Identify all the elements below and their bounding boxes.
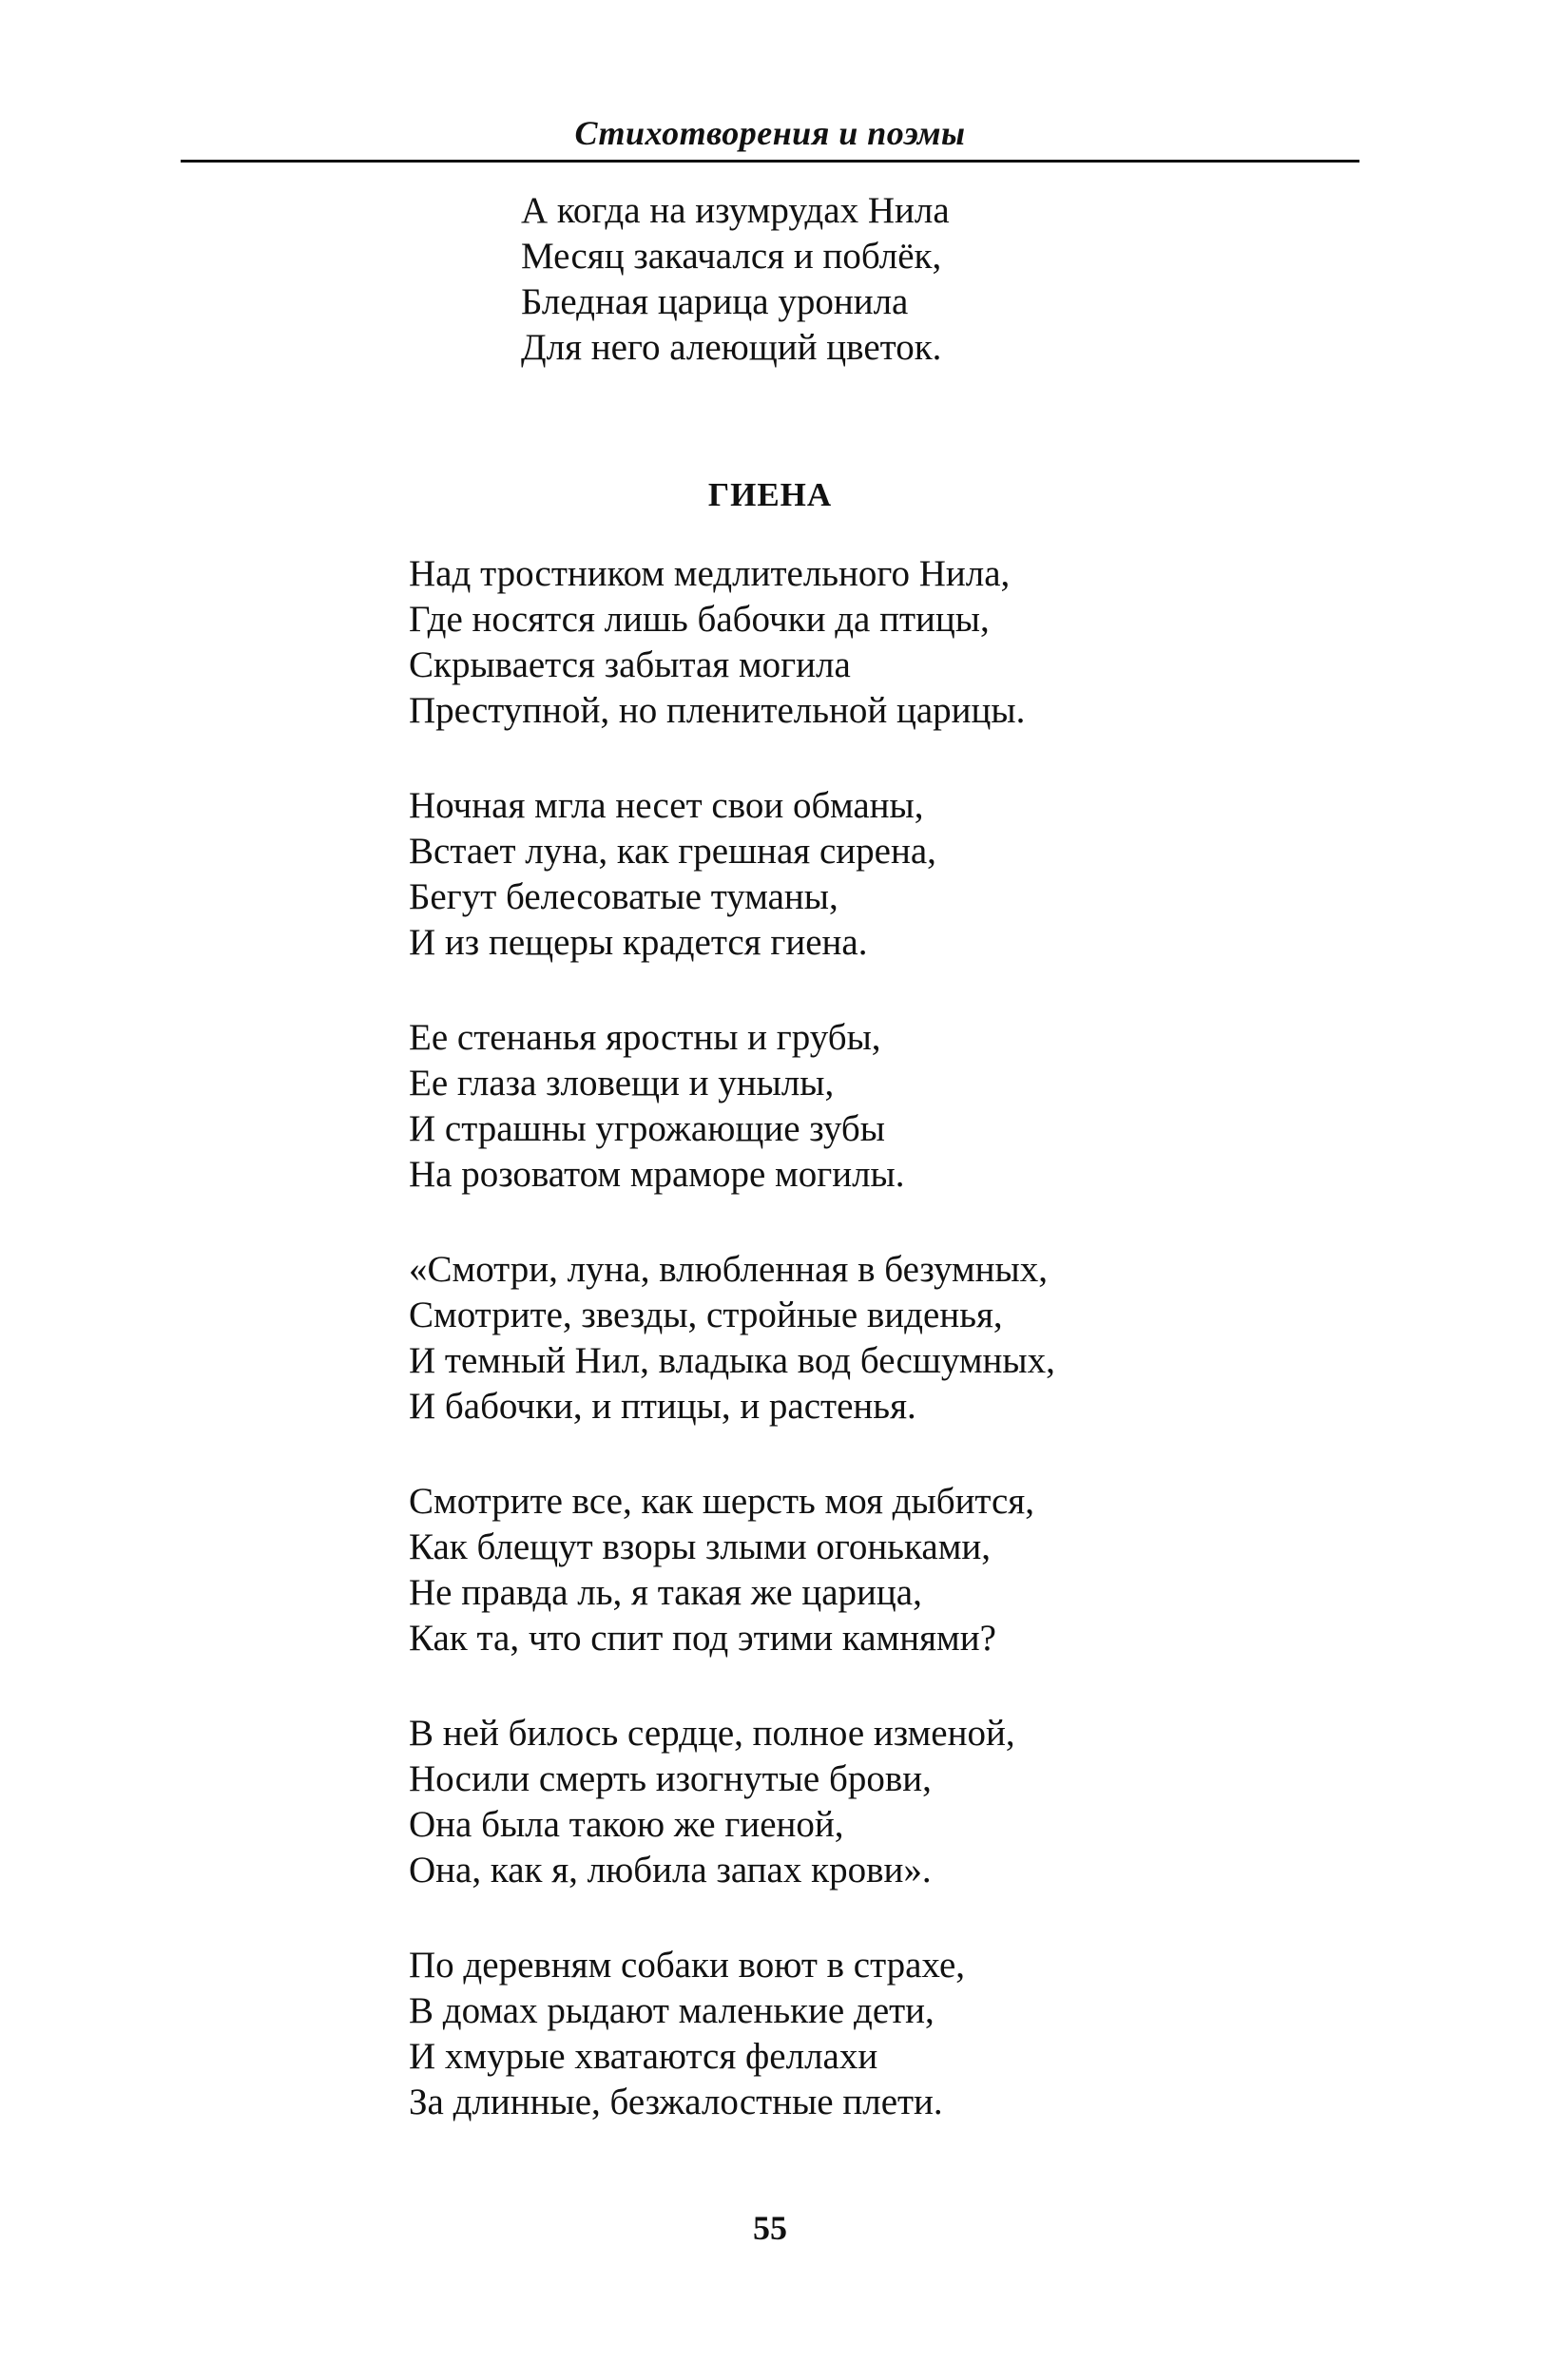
verse-line: И из пещеры крадется гиена. bbox=[409, 922, 868, 963]
poem-title: ГИЕНА bbox=[707, 476, 833, 513]
verse-line: Как блещут взоры злыми огоньками, bbox=[409, 1526, 992, 1567]
verse-line: Бегут белесоватые туманы, bbox=[409, 876, 838, 917]
stanza bbox=[409, 1479, 1359, 1661]
header-rule bbox=[181, 160, 1359, 163]
verse-line: Как та, что спит под этими камнями? bbox=[409, 1618, 996, 1659]
verse-line: «Смотри, луна, влюбленная в безумных, bbox=[409, 1249, 1048, 1290]
page-number: 55 bbox=[753, 2209, 787, 2247]
poem-body bbox=[409, 551, 1359, 2175]
verse-line: За длинные, безжалостные плети. bbox=[409, 2082, 943, 2122]
verse-line: Месяц закачался и поблёк, bbox=[521, 236, 942, 277]
verse-line: Она, как я, любила запах крови». bbox=[409, 1850, 932, 1891]
verse-line: Скрывается забытая могила bbox=[409, 644, 851, 685]
stanza bbox=[409, 551, 1359, 734]
verse-line: Ее глаза зловещи и унылы, bbox=[409, 1063, 835, 1104]
verse-line: Над тростником медлительного Нила, bbox=[409, 553, 1011, 594]
stanza bbox=[409, 1247, 1359, 1430]
running-head: Стихотворения и поэмы bbox=[574, 114, 966, 152]
verse-line: Бледная царица уронила bbox=[521, 281, 909, 322]
stanza bbox=[409, 1711, 1359, 1893]
verse-line: Смотрите все, как шерсть моя дыбится, bbox=[409, 1481, 1034, 1522]
verse-line: Ее стенанья яростны и грубы, bbox=[409, 1017, 881, 1058]
verse-line: И хмурые хватаются феллахи bbox=[409, 2036, 878, 2077]
verse-line: И страшны угрожающие зубы bbox=[409, 1108, 885, 1149]
verse-line: Где носятся лишь бабочки да птицы, bbox=[409, 599, 990, 640]
verse-line: В домах рыдают маленькие дети, bbox=[409, 1990, 935, 2031]
verse-line: Она была такою же гиеной, bbox=[409, 1804, 844, 1845]
verse-line: И темный Нил, владыка вод бесшумных, bbox=[409, 1340, 1055, 1381]
stanza bbox=[409, 1015, 1359, 1198]
verse-line: Ночная мгла несет свои обманы, bbox=[409, 785, 924, 826]
verse-line: В ней билось сердце, полное изменой, bbox=[409, 1713, 1015, 1754]
verse-line: А когда на изумрудах Нила bbox=[521, 190, 950, 231]
stanza bbox=[409, 783, 1359, 966]
stanza bbox=[409, 1943, 1359, 2125]
carryover-stanza bbox=[521, 188, 1377, 371]
verse-line: И бабочки, и птицы, и растенья. bbox=[409, 1386, 916, 1427]
verse-line: Встает луна, как грешная сирена, bbox=[409, 831, 936, 872]
verse-line: Не правда ль, я такая же царица, bbox=[409, 1572, 922, 1613]
verse-line: Носили смерть изогнутые брови, bbox=[409, 1758, 932, 1799]
verse-line: Для него алеющий цветок. bbox=[521, 327, 942, 368]
verse-line: Смотрите, звезды, стройные виденья, bbox=[409, 1295, 1003, 1335]
verse-line: На розоватом мраморе могилы. bbox=[409, 1154, 905, 1195]
verse-line: По деревням собаки воют в страхе, bbox=[409, 1945, 966, 1986]
verse-line: Преступной, но пленительной царицы. bbox=[409, 690, 1026, 731]
